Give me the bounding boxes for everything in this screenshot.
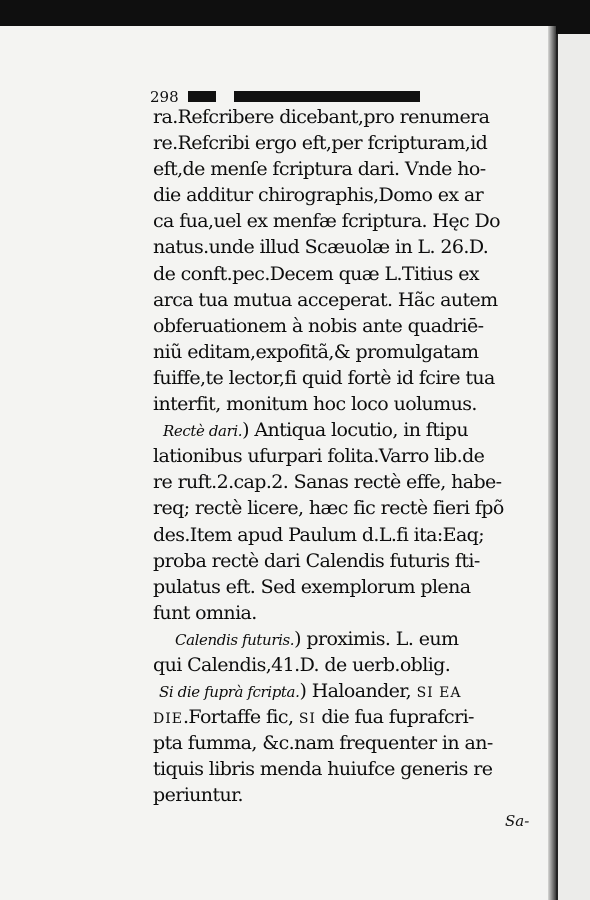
- text-segment: lationibus ufurpari folita.Varro lib.de: [153, 445, 485, 468]
- text-line: [153, 391, 531, 417]
- text-line: [153, 652, 531, 678]
- text-line: [153, 417, 531, 443]
- text-line: [153, 156, 531, 182]
- text-line: [153, 678, 531, 704]
- text-line: [153, 495, 531, 521]
- small-caps-text: SI: [298, 711, 316, 728]
- text-line: [153, 339, 531, 365]
- text-segment: .Fortaffe fic,: [182, 706, 299, 729]
- text-segment: ) Antiqua locutio, in ftipu: [242, 419, 468, 442]
- text-segment: arca tua mutua acceperat. Hãc autem: [153, 288, 498, 311]
- italic-lemma: Calendis futuris.: [175, 630, 295, 649]
- text-segment: ) proximis. L. eum: [294, 627, 459, 650]
- body-text: [153, 104, 531, 809]
- page-number: 298: [150, 88, 179, 106]
- page-gutter: [548, 26, 556, 900]
- text-segment: proba rectè dari Calendis futuris fti-: [153, 549, 480, 572]
- catchword: Sa-: [505, 812, 530, 830]
- text-segment: re.Refcribi ergo eft,per fcripturam,id: [153, 132, 488, 155]
- text-segment: periuntur.: [153, 784, 243, 807]
- text-line: [153, 365, 531, 391]
- blotted-header-mark: [188, 91, 216, 102]
- text-segment: de conft.pec.Decem quæ L.Titius ex: [153, 262, 479, 285]
- text-segment: pulatus eft. Sed exemplorum plena: [153, 575, 471, 598]
- text-segment: des.Item apud Paulum d.L.fi ita:Eaq;: [153, 523, 485, 546]
- text-segment: interfit, monitum hoc loco uolumus.: [153, 393, 477, 416]
- text-segment: tiquis libris menda huiufce generis re: [153, 758, 493, 781]
- text-line: [153, 548, 531, 574]
- text-line: [153, 130, 531, 156]
- facing-page-edge: [556, 34, 590, 900]
- text-segment: qui Calendis,41.D. de uerb.oblig.: [153, 653, 451, 676]
- text-segment: re ruft.2.cap.2. Sanas rectè effe, habe-: [153, 471, 502, 494]
- italic-lemma: Rectè dari.: [163, 422, 243, 441]
- text-line: [153, 756, 531, 782]
- text-segment: ra.Refcribere dicebant,pro renumera: [153, 106, 490, 128]
- text-line: [153, 730, 531, 756]
- text-segment: pta fumma, &c.nam frequenter in an-: [153, 732, 493, 755]
- text-segment: eft,de menſe fcriptura dari. Vnde ho-: [153, 158, 486, 181]
- text-segment: ca fua,uel ex menfæ fcriptura. Hęc Do: [153, 210, 500, 233]
- text-line: [153, 626, 531, 652]
- text-line: [153, 782, 531, 808]
- text-segment: ) Haloander,: [299, 680, 417, 703]
- text-line: [153, 469, 531, 495]
- text-segment: fuiffe,te lector,fi quid fortè id fcire tua: [153, 366, 495, 389]
- text-line: [153, 182, 531, 208]
- text-segment: niũ editam,expofitã,& promulgatam: [153, 340, 479, 363]
- text-line: [153, 287, 531, 313]
- text-line: [153, 234, 531, 260]
- text-segment: req; rectè licere, hæc fic rectè fieri fpõ: [153, 497, 504, 520]
- text-line: [153, 261, 531, 287]
- text-segment: obferuationem à nobis ante quadriē-: [153, 314, 484, 337]
- text-line: [153, 600, 531, 626]
- italic-lemma: Si die fuprà fcripta.: [159, 683, 300, 702]
- text-line: [153, 704, 531, 730]
- blotted-running-title: [234, 91, 420, 102]
- text-line: [153, 104, 531, 130]
- text-line: [153, 574, 531, 600]
- small-caps-text: SI EA: [416, 685, 462, 702]
- text-segment: funt omnia.: [153, 601, 257, 624]
- text-segment: die fua fuprafcri-: [315, 706, 474, 729]
- text-line: [153, 443, 531, 469]
- text-line: [153, 313, 531, 339]
- text-line: [153, 208, 531, 234]
- small-caps-text: DIE: [153, 711, 183, 728]
- text-line: [153, 522, 531, 548]
- text-segment: die additur chirographis,Domo ex ar: [153, 184, 484, 207]
- text-segment: natus.unde illud Scæuolæ in L. 26.D.: [153, 236, 489, 259]
